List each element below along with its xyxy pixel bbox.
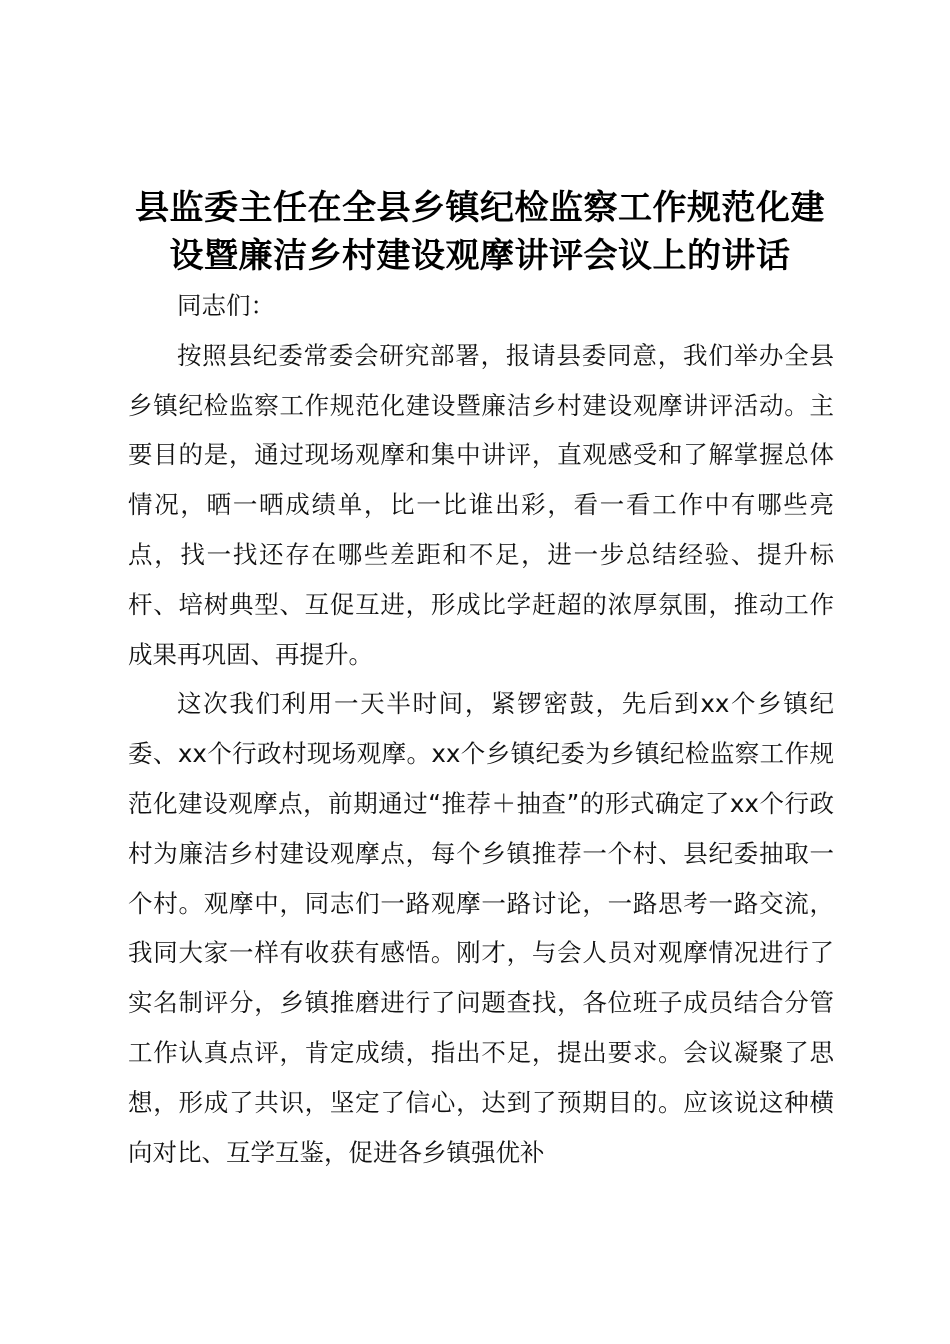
document-title (110, 184, 850, 280)
paragraph-2: 这次我们利用一天半时间，紧锣密鼓，先后到xx个乡镇纪委、xx个行政村现场观摩。xx个乡镇纪委为乡镇纪检监察工作规范化建设观摩点，前期通过“推荐＋抽查”的形式确定了xx个行政村为廉洁乡村建设观摩点，每个乡镇推荐一个村、县纪委抽取一个村。观摩中，同志们一路观摩一路讨论，一路思考一路交流，我同大家一样有收获有感悟。刚才，与会人员对观摩情况进行了实名制评分，乡镇推磨进行了问题查找，各位班子成员结合分管工作认真点评，肯定成绩，指出不足，提出要求。会议凝聚了思想，形成了共识，坚定了信心，达到了预期目的。应该说这种横向对比、互学互鉴，促进各乡镇强优补 (128, 689, 834, 1167)
title-line-2: 设暨廉洁乡村建设观摩讲评会议上的讲话 (169, 236, 791, 276)
title-line-1: 县监委主任在全县乡镇纪检监察工作规范化建 (135, 188, 825, 228)
document-body (128, 281, 834, 1177)
salutation: 同志们： (177, 291, 275, 320)
paragraph-1: 按照县纪委常委会研究部署，报请县委同意，我们举办全县乡镇纪检监察工作规范化建设暨廉洁乡村建设观摩讲评活动。主要目的是，通过现场观摩和集中讲评，直观感受和了解掌握总体情况，晒一晒成绩单，比一比谁出彩，看一看工作中有哪些亮点，找一找还存在哪些差距和不足，进一步总结经验、提升标杆、培树典型、互促互进，形成比学赶超的浓厚氛围，推动工作成果再巩固、再提升。 (128, 340, 834, 669)
